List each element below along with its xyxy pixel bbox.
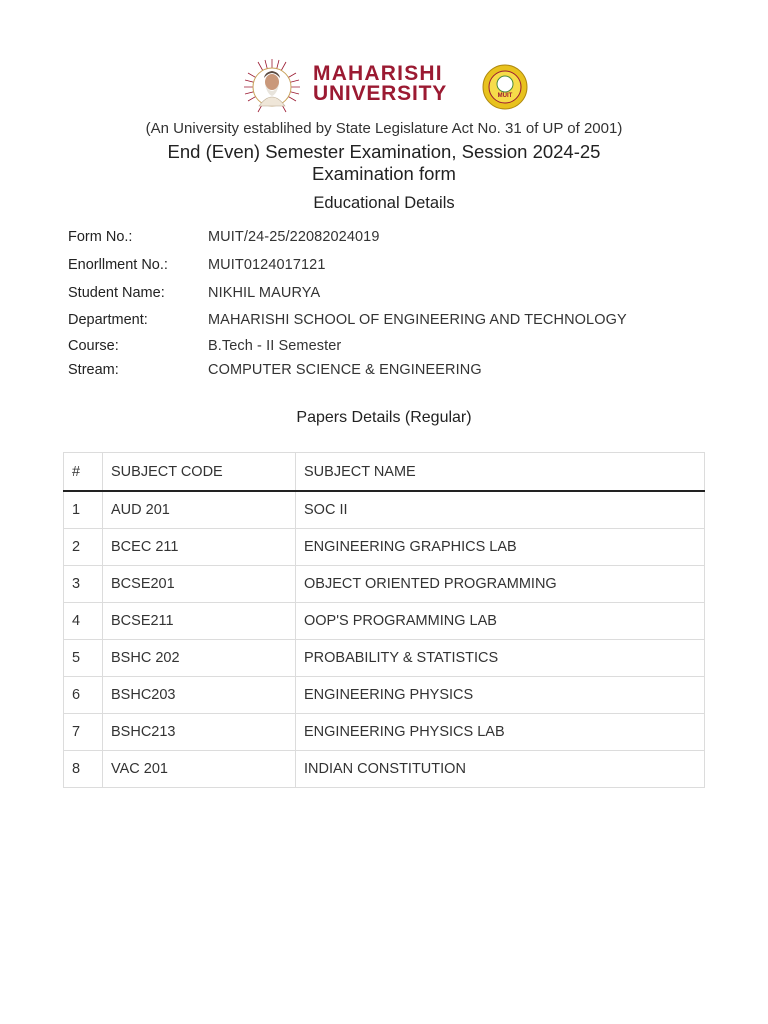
row-number: 1 [64, 491, 103, 529]
row-number: 3 [64, 566, 103, 603]
detail-value: MUIT0124017121 [208, 257, 326, 273]
detail-label: Stream: [68, 362, 119, 378]
subject-code: AUD 201 [103, 491, 296, 529]
detail-value: B.Tech - II Semester [208, 338, 342, 354]
university-seal-logo [482, 64, 528, 110]
table-row [64, 677, 705, 714]
subject-code: BCSE201 [103, 566, 296, 603]
detail-row-department [68, 312, 728, 332]
papers-details-heading: Papers Details (Regular) [296, 409, 472, 426]
detail-row-student-name [68, 285, 728, 305]
subject-code: BSHC203 [103, 677, 296, 714]
subject-code: BCSE211 [103, 603, 296, 640]
establishment-note: (An University establihed by State Legislature Act No. 31 of UP of 2001) [145, 120, 623, 137]
column-header-number: # [64, 453, 103, 492]
detail-value: COMPUTER SCIENCE & ENGINEERING [208, 362, 482, 378]
subject-name: OOP'S PROGRAMMING LAB [296, 603, 705, 640]
subject-name: INDIAN CONSTITUTION [296, 751, 705, 788]
svg-text:MUIT: MUIT [497, 93, 513, 99]
detail-row-enrollment-no [68, 257, 728, 277]
row-number: 6 [64, 677, 103, 714]
table-row [64, 603, 705, 640]
wordmark-line2: UNIVERSITY [313, 82, 448, 105]
table-row [64, 529, 705, 566]
table-row [64, 751, 705, 788]
subject-name: ENGINEERING GRAPHICS LAB [296, 529, 705, 566]
exam-title: End (Even) Semester Examination, Session 2024-25 [167, 141, 601, 162]
detail-label: Enorllment No.: [68, 257, 168, 273]
university-wordmark [313, 64, 447, 104]
detail-label: Form No.: [68, 229, 133, 245]
wordmark-line1: MAHARISHI [313, 62, 443, 85]
table-row [64, 640, 705, 677]
university-header [0, 58, 768, 116]
row-number: 7 [64, 714, 103, 751]
detail-label: Department: [68, 312, 148, 328]
subject-name: ENGINEERING PHYSICS LAB [296, 714, 705, 751]
founder-portrait-logo [243, 58, 301, 116]
detail-row-form-no [68, 229, 728, 249]
detail-value: MAHARISHI SCHOOL OF ENGINEERING AND TECHNOLOGY [208, 312, 627, 328]
subject-code: BSHC213 [103, 714, 296, 751]
table-row [64, 566, 705, 603]
row-number: 4 [64, 603, 103, 640]
column-header-subject-code: SUBJECT CODE [103, 453, 296, 492]
detail-label: Course: [68, 338, 119, 354]
subject-name: SOC II [296, 491, 705, 529]
table-row [64, 491, 705, 529]
subject-name: ENGINEERING PHYSICS [296, 677, 705, 714]
row-number: 8 [64, 751, 103, 788]
detail-row-stream [68, 362, 728, 382]
row-number: 5 [64, 640, 103, 677]
table-row [64, 714, 705, 751]
detail-row-course [68, 338, 728, 358]
papers-table [63, 452, 705, 788]
detail-value: MUIT/24-25/22082024019 [208, 229, 380, 245]
detail-label: Student Name: [68, 285, 165, 301]
detail-value: NIKHIL MAURYA [208, 285, 321, 301]
row-number: 2 [64, 529, 103, 566]
subject-code: VAC 201 [103, 751, 296, 788]
subject-name: PROBABILITY & STATISTICS [296, 640, 705, 677]
subject-code: BCEC 211 [103, 529, 296, 566]
educational-details-heading: Educational Details [313, 194, 455, 212]
column-header-subject-name: SUBJECT NAME [296, 453, 705, 492]
subject-code: BSHC 202 [103, 640, 296, 677]
subject-name: OBJECT ORIENTED PROGRAMMING [296, 566, 705, 603]
form-title: Examination form [312, 163, 456, 184]
table-header-row [64, 453, 705, 492]
